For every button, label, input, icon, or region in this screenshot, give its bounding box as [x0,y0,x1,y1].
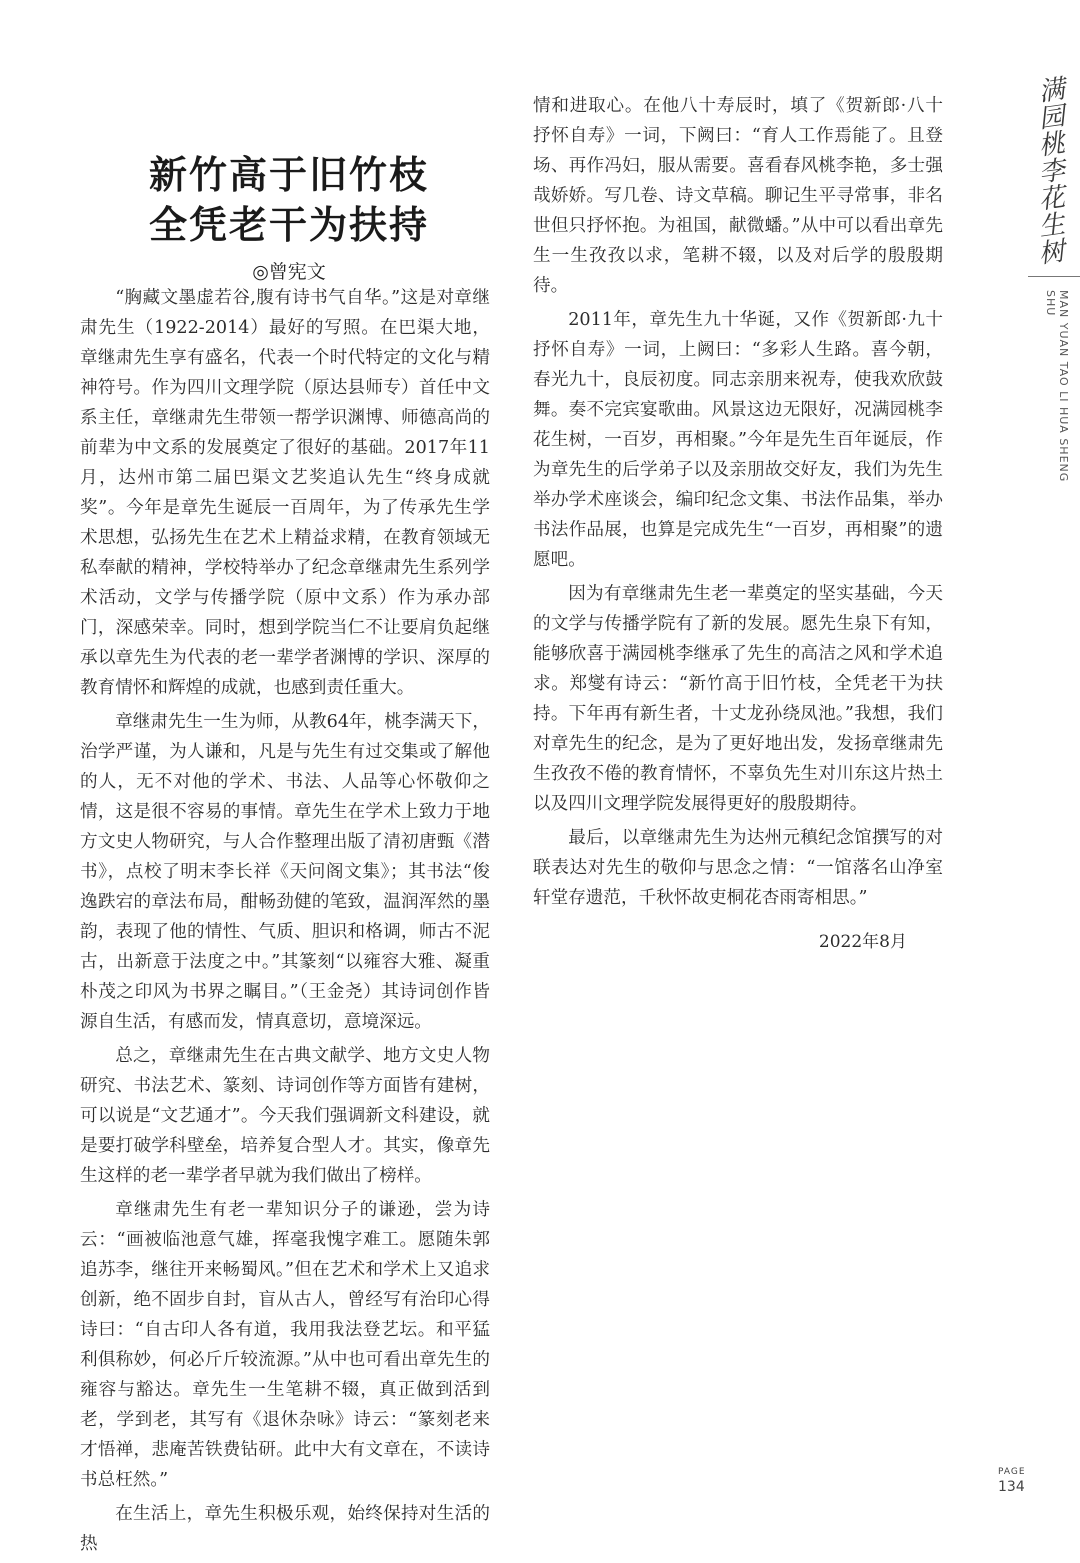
paragraph: 因为有章继肃先生老一辈奠定的坚实基础，今天的文学与传播学院有了新的发展。愿先生泉下有知，能够欣喜于满园桃李继承了先生的高洁之风和学术追求。郑燮有诗云：“新竹高于旧竹枝，全凭老干为扶持。下年再有新生者，十丈龙孙绕凤池。”我想，我们对章先生的纪念，是为了更好地出发，发扬章继肃先生孜孜不倦的教育情怀，不辜负先生对川东这片热土以及四川文理学院发展得更好的殷殷期待。 [533,584,943,814]
paragraph: 章继肃先生有老一辈知识分子的谦逊，尝为诗云：“画被临池意气雄，挥毫我愧字难工。愿随朱郭追苏李，继往开来畅蜀风。”但在艺术和学术上又追求创新，绝不固步自封，盲从古人，曾经写有治印心得诗曰：“自古印人各有道，我用我法登艺坛。和平猛利俱称妙，何必斤斤较流源。”从中也可看出章先生的雍容与豁达。章先生一生笔耕不辍，真正做到活到老，学到老，其写有《退休杂咏》诗云：“篆刻老来才悟禅，悲庵苦铁费钻研。此中大有文章在，不读诗书总枉然。” [80,1200,490,1490]
page-label: PAGE [998,1467,1026,1477]
article-title-line-1: 新竹高于旧竹枝 [148,152,429,197]
page-number: 134 [998,1479,1025,1495]
paragraph: 最后，以章继肃先生为达州元稹纪念馆撰写的对联表达对先生的敬仰与思念之情：“一馆落名山净室轩堂存遗范，千秋怀故吏桐花杏雨寄相思。” [533,828,943,908]
calligraphy-char: 园 [1036,101,1067,135]
calligraphy-char: 桃 [1036,128,1067,162]
sidebar-divider [1028,276,1080,277]
section-english-title: MAN YUAN TAO LI HUA SHENG SHU [1044,290,1070,483]
article-author: ◎曾宪文 [252,261,326,283]
article-title-line-2: 全凭老干为扶持 [148,202,429,247]
section-calligraphy-title [1028,74,1076,270]
calligraphy-char: 树 [1036,236,1067,270]
left-column [80,283,490,1563]
paragraph: 在生活上，章先生积极乐观，始终保持对生活的热 [80,1504,490,1554]
article-header [80,150,498,286]
paragraph: 章继肃先生一生为师，从教64年，桃李满天下，治学严谨，为人谦和，凡是与先生有过交集或了解他的人，无不对他的学术、书法、人品等心怀敬仰之情，这是很不容易的事情。章先生在学术上致力于地方文史人物研究，与人合作整理出版了清初唐甄《潜书》，点校了明末李长祥《天问阁文集》；其书法“俊逸跌宕的章法布局，酣畅劲健的笔致，温润浑然的墨韵，表现了他的情性、气质、胆识和格调，师古不泥古，出新意于法度之中。”其篆刻“以雍容大雅、凝重朴茂之印风为书界之瞩目。”（王金尧）其诗词创作皆源自生活，有感而发，情真意切，意境深远。 [80,712,490,1032]
paragraph: “胸藏文墨虚若谷,腹有诗书气自华。”这是对章继肃先生（1922-2014）最好的写照。在巴渠大地，章继肃先生享有盛名，代表一个时代特定的文化与精神符号。作为四川文理学院（原达县师专）首任中文系主任，章继肃先生带领一帮学识渊博、师德高尚的前辈为中文系的发展奠定了很好的基础。2017年11月，达州市第二届巴渠文艺奖追认先生“终身成就奖”。今年是章先生诞辰一百周年，为了传承先生学术思想，弘扬先生在艺术上精益求精，在教育领域无私奉献的精神，学校特举办了纪念章继肃先生系列学术活动，文学与传播学院（原中文系）作为承办部门，深感荣幸。同时，想到学院当仁不让要肩负起继承以章先生为代表的老一辈学者渊博的学识、深厚的教育情怀和辉煌的成就，也感到责任重大。 [80,288,490,698]
paragraph: 2011年，章先生九十华诞，又作《贺新郎·九十抒怀自寿》一词，上阙曰：“多彩人生路。喜今朝，春光九十，良辰初度。同志亲朋来祝寿，使我欢欣鼓舞。奏不完宾宴歌曲。风景这边无限好，况满园桃李花生树，一百岁，再相聚。”今年是先生百年诞辰，作为章先生的后学弟子以及亲朋故交好友，我们为先生举办学术座谈会，编印纪念文集、书法作品集，举办书法作品展，也算是完成先生“一百岁，再相聚”的遗愿吧。 [533,310,943,570]
calligraphy-char: 满 [1036,74,1067,108]
paragraph: 总之，章继肃先生在古典文献学、地方文史人物研究、书法艺术、篆刻、诗词创作等方面皆有建树，可以说是“文艺通才”。今天我们强调新文科建设，就是要打破学科壁垒，培养复合型人才。其实，像章先生这样的老一辈学者早就为我们做出了榜样。 [80,1046,490,1186]
calligraphy-char: 花 [1036,182,1067,216]
right-column [533,91,943,957]
calligraphy-char: 李 [1036,155,1067,189]
paragraph-continued: 情和进取心。在他八十寿辰时，填了《贺新郎·八十抒怀自寿》一词，下阙曰：“育人工作焉能了。且登场、再作冯妇，服从需要。喜看春风桃李艳，多士强哉娇娇。写几卷、诗文草稿。聊记生平寻常事，非名世但只抒怀抱。为祖国，献微蟠。”从中可以看出章先生一生孜孜以求，笔耕不辍，以及对后学的殷殷期待。 [533,96,943,296]
page-number-block [998,1466,1048,1496]
article-date: 2022年8月 [818,932,907,952]
section-sidebar [1020,74,1080,498]
calligraphy-char: 生 [1036,209,1067,243]
